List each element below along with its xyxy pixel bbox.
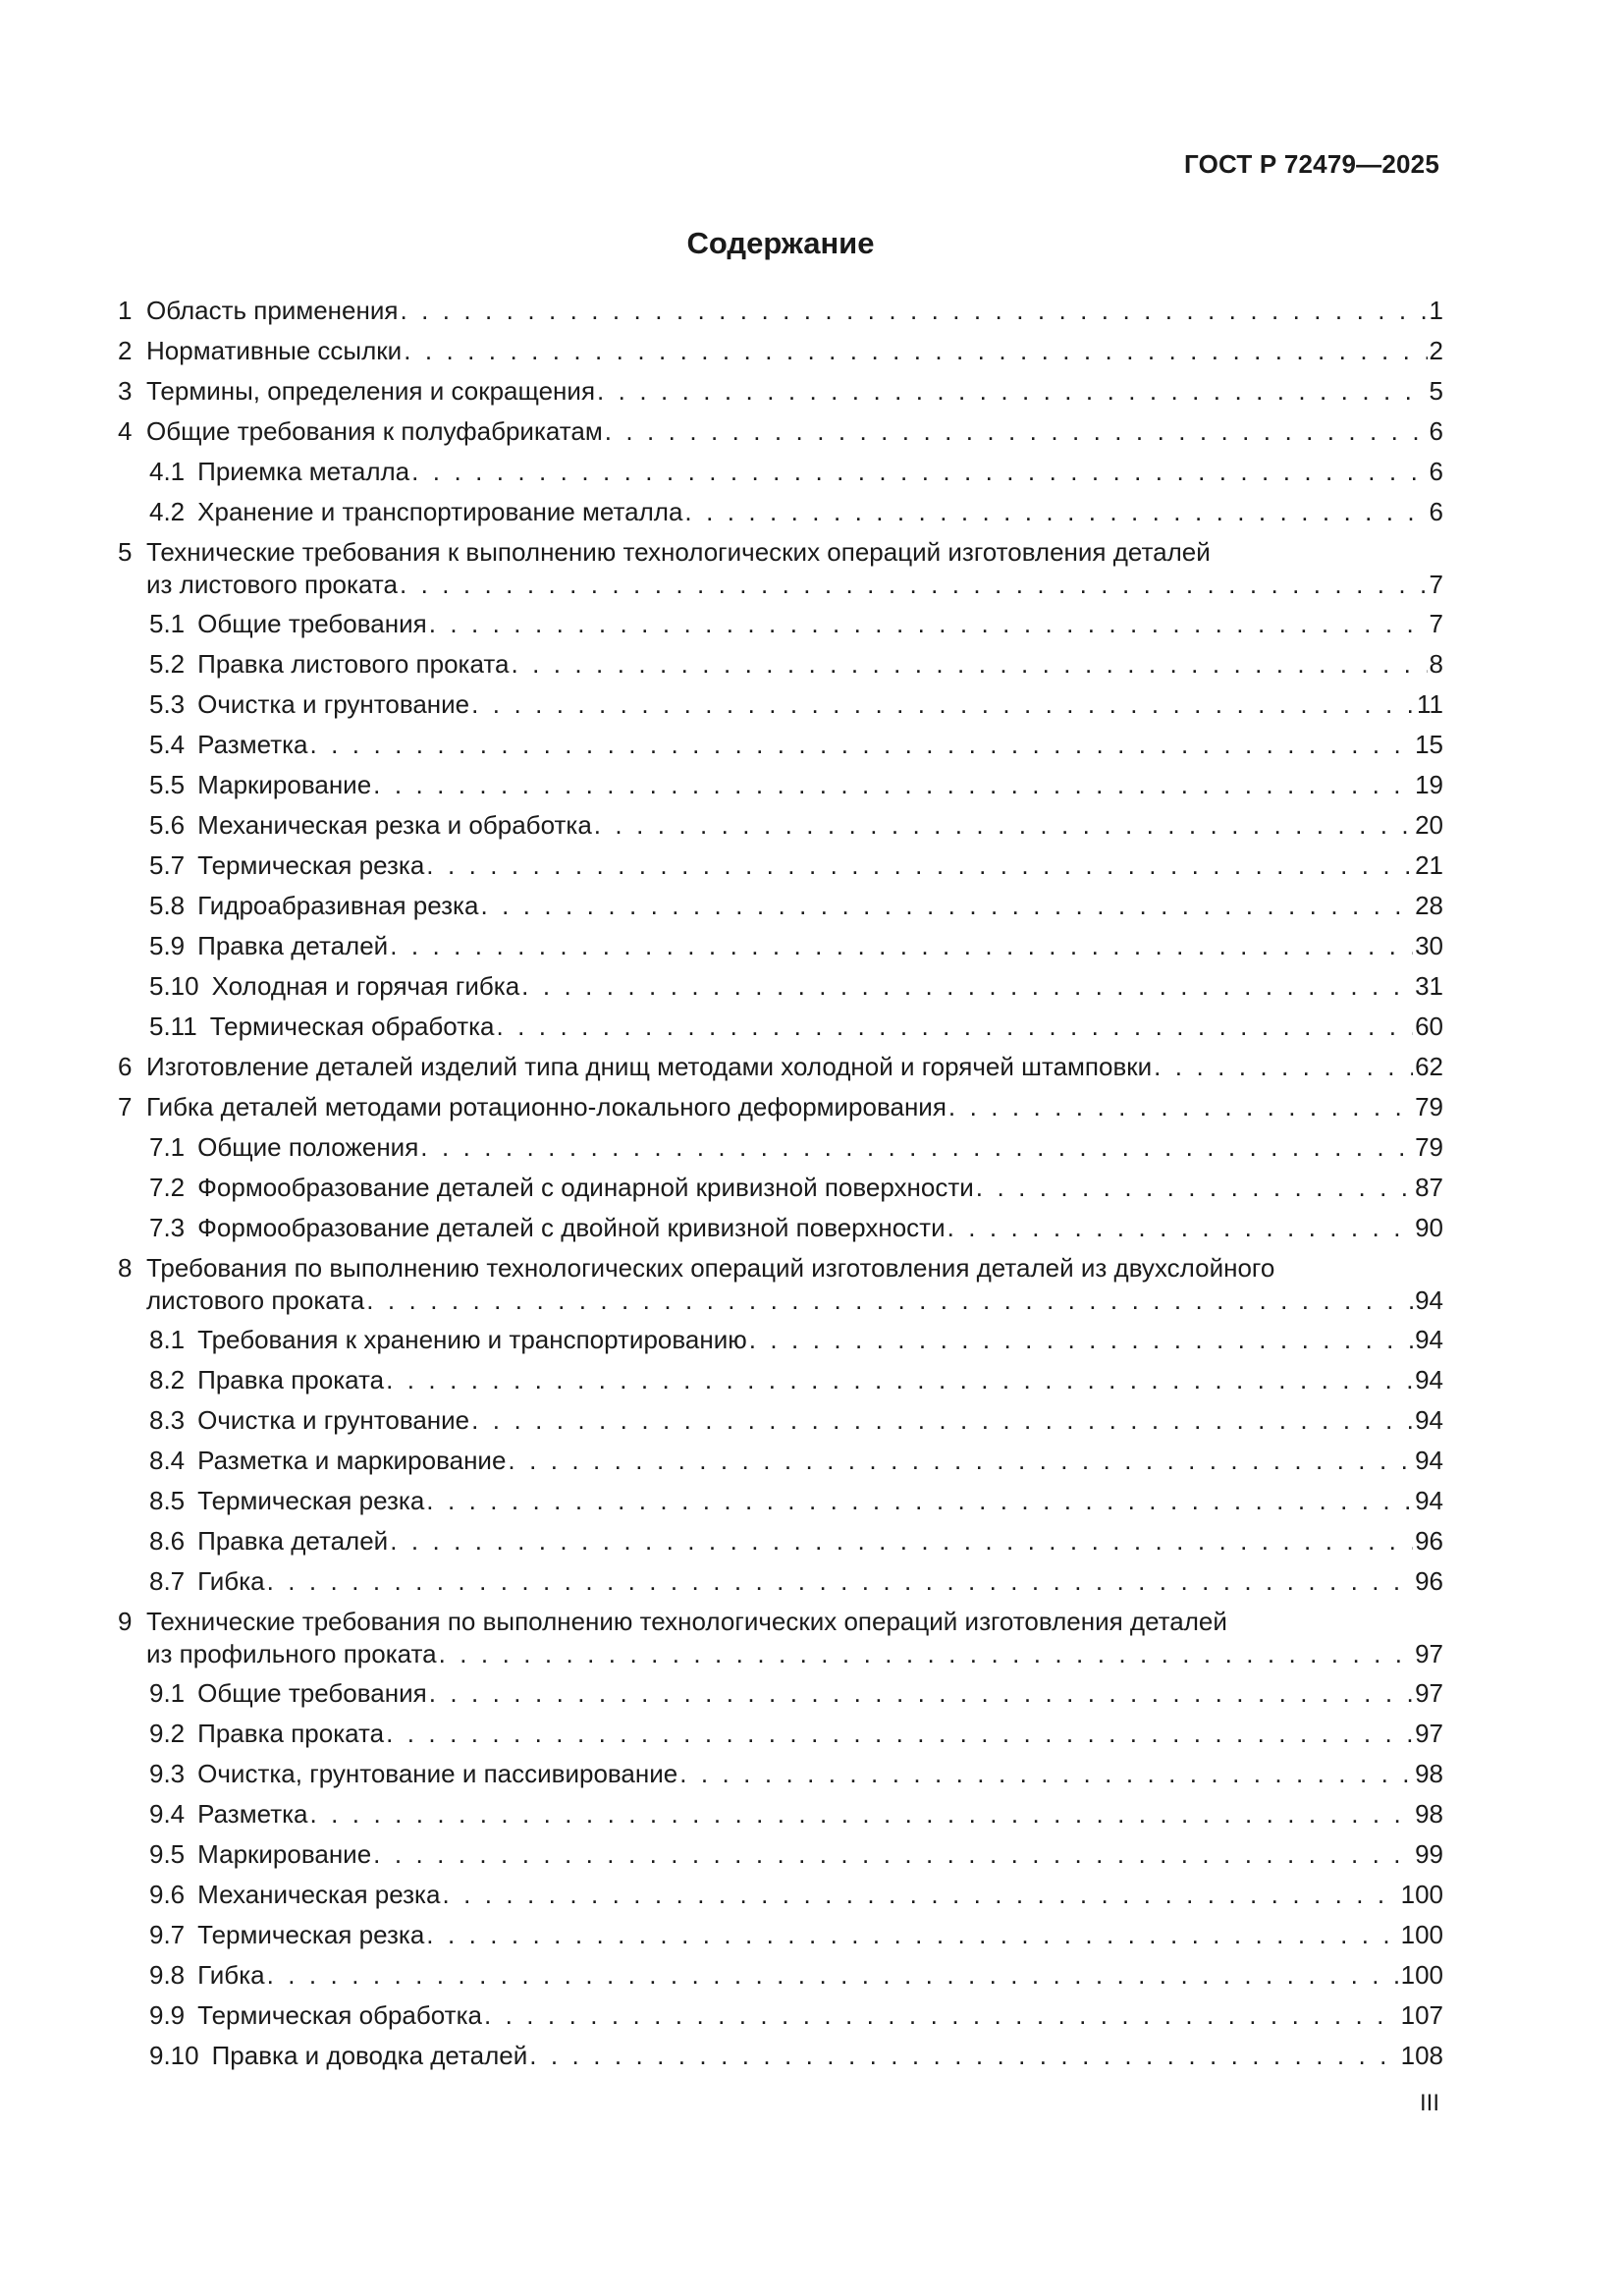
dot-leader (605, 411, 1428, 452)
dot-leader (1154, 1047, 1413, 1087)
toc-entry-number: 9.2 (149, 1719, 186, 1748)
toc-entry-number: 9 (118, 1607, 133, 1636)
toc-entry-title: Механическая резка (197, 1880, 441, 1909)
page-number: III (1419, 2090, 1439, 2116)
dot-leader (480, 886, 1413, 926)
dot-leader (267, 1955, 1399, 1995)
dot-leader (400, 291, 1427, 331)
toc-entry-number: 8.7 (149, 1566, 186, 1596)
toc-entry[interactable] (118, 1754, 1443, 1794)
dot-leader (429, 604, 1428, 644)
toc-entry-title-continuation: из профильного проката (146, 1639, 437, 1668)
toc-entry-title: Общие требования к полуфабрикатам (146, 416, 603, 446)
toc-entry-title: Технические требования к выполнению технологических операций изготовления деталей (146, 537, 1211, 567)
toc-entry[interactable] (118, 1561, 1443, 1602)
toc-entry[interactable] (118, 1875, 1443, 1915)
toc-entry[interactable] (118, 492, 1443, 532)
toc-entry-page: 99 (1415, 1839, 1443, 1869)
toc-entry-title: Термическая резка (197, 1486, 425, 1515)
dot-leader (597, 371, 1428, 411)
toc-entry[interactable] (118, 1995, 1443, 2036)
toc-entry-page: 11 (1417, 689, 1443, 719)
toc-entry-number: 5.2 (149, 649, 186, 679)
toc-entry-page: 98 (1415, 1759, 1443, 1788)
toc-entry-title: Разметка (197, 1799, 308, 1829)
toc-entry-number: 5.1 (149, 609, 186, 638)
toc-entry[interactable] (118, 1208, 1443, 1248)
toc-entry[interactable] (118, 1248, 1443, 1320)
dot-leader (310, 1794, 1414, 1834)
toc-entry-page: 98 (1415, 1799, 1443, 1829)
toc-entry[interactable] (118, 1955, 1443, 1995)
toc-entry-page: 97 (1415, 1678, 1443, 1708)
toc-entry-page: 6 (1429, 416, 1443, 446)
toc-entry-title: Гибка деталей методами ротационно-локального деформирования (146, 1092, 947, 1121)
toc-entry[interactable] (118, 291, 1443, 331)
toc-entry-number: 9.9 (149, 2000, 186, 2030)
toc-entry-title: Правка и доводка деталей (211, 2041, 528, 2070)
toc-entry-number: 7.2 (149, 1173, 186, 1202)
dot-leader (948, 1087, 1413, 1127)
toc-entry-number: 8.5 (149, 1486, 186, 1515)
toc-entry-number: 5.11 (149, 1011, 197, 1041)
toc-entry-number: 5 (118, 537, 133, 567)
dot-leader (529, 2036, 1398, 2076)
toc-entry-page: 100 (1400, 1880, 1443, 1909)
toc-entry[interactable] (118, 2036, 1443, 2076)
toc-entry-title: Разметка и маркирование (197, 1446, 507, 1475)
toc-entry-page: 97 (1415, 1719, 1443, 1748)
toc-entry-title: Требования к хранению и транспортированию (197, 1325, 747, 1354)
toc-entry[interactable] (118, 1320, 1443, 1360)
dot-leader (684, 492, 1427, 532)
dot-leader (594, 805, 1413, 846)
dot-leader (508, 1441, 1413, 1481)
dot-leader (400, 568, 1428, 601)
toc-entry-title: Очистка и грунтование (197, 1405, 470, 1435)
toc-entry-page: 6 (1429, 497, 1443, 526)
toc-entry-number: 5.5 (149, 770, 186, 799)
toc-entry-number: 8 (118, 1253, 133, 1283)
toc-title: Содержание (686, 226, 875, 260)
dot-leader (679, 1754, 1413, 1794)
dot-leader (471, 684, 1415, 725)
document-designation: ГОСТ Р 72479—2025 (1184, 149, 1439, 179)
dot-leader (749, 1320, 1413, 1360)
dot-leader (373, 765, 1413, 805)
toc-entry-title: Термическая резка (197, 1920, 425, 1949)
toc-entry-number: 9.5 (149, 1839, 186, 1869)
toc-entry-page: 28 (1415, 891, 1443, 920)
dot-leader (429, 1673, 1413, 1714)
toc-entry[interactable] (118, 1521, 1443, 1561)
toc-entry-title: Нормативные ссылки (146, 336, 403, 365)
dot-leader (442, 1875, 1398, 1915)
toc-entry-page: 19 (1415, 770, 1443, 799)
toc-entry-page: 94 (1415, 1446, 1443, 1475)
toc-entry-number: 7.1 (149, 1132, 186, 1162)
dot-leader (484, 1995, 1399, 2036)
toc-entry-number: 5.10 (149, 971, 199, 1001)
toc-entry-page: 94 (1415, 1486, 1443, 1515)
toc-entry-title: Очистка и грунтование (197, 689, 470, 719)
toc-entry[interactable] (118, 1794, 1443, 1834)
toc-entry-title: Правка проката (197, 1365, 385, 1394)
dot-leader (497, 1007, 1414, 1047)
toc-entry-page: 21 (1415, 850, 1443, 880)
toc-entry-number: 8.4 (149, 1446, 186, 1475)
toc-entry-number: 4 (118, 416, 133, 446)
toc-entry[interactable] (118, 1441, 1443, 1481)
toc-entry-page: 60 (1415, 1011, 1443, 1041)
dot-leader (521, 966, 1413, 1007)
dot-leader (426, 1481, 1413, 1521)
dot-leader (390, 926, 1413, 966)
dot-leader (267, 1561, 1413, 1602)
toc-entry[interactable] (118, 1007, 1443, 1047)
toc-entry-page: 15 (1415, 730, 1443, 759)
dot-leader (420, 1127, 1413, 1168)
toc-entry-number: 9.10 (149, 2041, 199, 2070)
toc-entry-page: 94 (1415, 1325, 1443, 1354)
dot-leader (511, 644, 1427, 684)
toc-entry[interactable] (118, 684, 1443, 725)
toc-entry-page: 5 (1429, 376, 1443, 406)
dot-leader (426, 1915, 1398, 1955)
toc-entry-title-continuation: листового проката (146, 1285, 365, 1315)
toc-entry-page: 7 (1429, 609, 1443, 638)
dot-leader (386, 1714, 1413, 1754)
toc-entry-page: 79 (1415, 1092, 1443, 1121)
dot-leader (373, 1834, 1413, 1875)
toc-entry-page: 62 (1415, 1052, 1443, 1081)
toc-entry-page: 6 (1429, 457, 1443, 486)
toc-entry-page: 108 (1400, 2041, 1443, 2070)
dot-leader (366, 1284, 1413, 1317)
toc-entry[interactable] (118, 1168, 1443, 1208)
toc-entry-title: Холодная и горячая гибка (211, 971, 520, 1001)
toc-entry-number: 6 (118, 1052, 133, 1081)
toc-entry-page: 100 (1400, 1960, 1443, 1990)
toc-entry-page: 97 (1415, 1639, 1443, 1668)
dot-leader (390, 1521, 1413, 1561)
toc-entry-title: Очистка, грунтование и пассивирование (197, 1759, 678, 1788)
toc-entry-title: Требования по выполнению технологических операций изготовления деталей из двухслойного (146, 1253, 1275, 1283)
toc-entry[interactable] (118, 1400, 1443, 1441)
toc-entry-title: Правка проката (197, 1719, 385, 1748)
toc-entry-page: 107 (1400, 2000, 1443, 2030)
toc-entry-title: Приемка металла (197, 457, 410, 486)
toc-entry-number: 5.7 (149, 850, 186, 880)
toc-entry-title: Формообразование деталей с двойной кривизной поверхности (197, 1213, 946, 1242)
toc-entry[interactable] (118, 1127, 1443, 1168)
toc-entry[interactable] (118, 765, 1443, 805)
toc-entry-page: 96 (1415, 1566, 1443, 1596)
toc-entry-number: 9.8 (149, 1960, 186, 1990)
toc-entry-number: 9.4 (149, 1799, 186, 1829)
toc-entry[interactable] (118, 1481, 1443, 1521)
toc-entry-number: 5.9 (149, 931, 186, 960)
toc-entry-page: 7 (1429, 570, 1443, 599)
toc-entry[interactable] (118, 805, 1443, 846)
toc-entry-number: 1 (118, 296, 133, 325)
toc-entry-number: 8.3 (149, 1405, 186, 1435)
toc-entry[interactable] (118, 1360, 1443, 1400)
toc-entry[interactable] (118, 1714, 1443, 1754)
toc-entry-title: Правка деталей (197, 931, 389, 960)
toc-entry-page: 1 (1429, 296, 1443, 325)
toc-entry-title: Область применения (146, 296, 399, 325)
toc-entry-page: 2 (1429, 336, 1443, 365)
toc-entry-title: Термическая обработка (209, 1011, 495, 1041)
toc-entry-page: 30 (1415, 931, 1443, 960)
toc-entry-title-continuation: из листового проката (146, 570, 398, 599)
toc-entry-title: Изготовление деталей изделий типа днищ методами холодной и горячей штамповки (146, 1052, 1153, 1081)
toc-entry-title: Правка листового проката (197, 649, 510, 679)
toc-entry[interactable] (118, 452, 1443, 492)
toc-entry-title: Общие положения (197, 1132, 419, 1162)
toc-entry[interactable] (118, 1673, 1443, 1714)
toc-entry[interactable] (118, 1602, 1443, 1673)
toc-entry-title: Хранение и транспортирование металла (197, 497, 683, 526)
toc-entry-title: Термины, определения и сокращения (146, 376, 596, 406)
toc-entry-page: 94 (1415, 1365, 1443, 1394)
toc-entry-number: 9.6 (149, 1880, 186, 1909)
toc-entry-title: Гидроабразивная резка (197, 891, 479, 920)
toc-entry-number: 9.7 (149, 1920, 186, 1949)
toc-entry[interactable] (118, 846, 1443, 886)
toc-entry-page: 94 (1415, 1405, 1443, 1435)
toc-entry-page: 79 (1415, 1132, 1443, 1162)
toc-entry[interactable] (118, 331, 1443, 371)
toc-entry-title: Гибка (197, 1960, 265, 1990)
toc-entry-number: 4.2 (149, 497, 186, 526)
toc-entry-title: Маркирование (197, 770, 372, 799)
toc-entry-number: 8.6 (149, 1526, 186, 1556)
toc-entry[interactable] (118, 1087, 1443, 1127)
dot-leader (976, 1168, 1413, 1208)
toc-entry[interactable] (118, 1834, 1443, 1875)
toc-entry-number: 7 (118, 1092, 133, 1121)
toc-entry-title: Маркирование (197, 1839, 372, 1869)
dot-leader (386, 1360, 1413, 1400)
toc-entry-title: Формообразование деталей с одинарной кривизной поверхности (197, 1173, 974, 1202)
toc-entry-number: 5.3 (149, 689, 186, 719)
toc-entry-title: Правка деталей (197, 1526, 389, 1556)
toc-entry[interactable] (118, 532, 1443, 604)
toc-entry-number: 8.1 (149, 1325, 186, 1354)
toc-entry-number: 9.1 (149, 1678, 186, 1708)
toc-entry[interactable] (118, 411, 1443, 452)
toc-entry-title: Термическая обработка (197, 2000, 482, 2030)
toc-entry-page: 96 (1415, 1526, 1443, 1556)
toc-entry-number: 5.4 (149, 730, 186, 759)
toc-entry-page: 100 (1400, 1920, 1443, 1949)
toc-entry[interactable] (118, 644, 1443, 684)
dot-leader (947, 1208, 1413, 1248)
toc-entry[interactable] (118, 371, 1443, 411)
dot-leader (310, 725, 1414, 765)
toc-entry[interactable] (118, 886, 1443, 926)
toc-entry-title: Термическая резка (197, 850, 425, 880)
toc-entry-number: 8.2 (149, 1365, 186, 1394)
toc-entry-page: 90 (1415, 1213, 1443, 1242)
toc-entry-title: Гибка (197, 1566, 265, 1596)
toc-entry-page: 87 (1415, 1173, 1443, 1202)
dot-leader (411, 452, 1427, 492)
toc-entry-number: 5.8 (149, 891, 186, 920)
toc-entry-number: 9.3 (149, 1759, 186, 1788)
dot-leader (404, 331, 1427, 371)
toc-entry-number: 2 (118, 336, 133, 365)
dot-leader (471, 1400, 1413, 1441)
toc-entry-title: Общие требования (197, 1678, 427, 1708)
toc-entry-page: 20 (1415, 810, 1443, 840)
toc-entry-number: 3 (118, 376, 133, 406)
toc-entry-page: 94 (1415, 1285, 1443, 1315)
toc-entry[interactable] (118, 926, 1443, 966)
toc-entry[interactable] (118, 1915, 1443, 1955)
toc-entry-page: 8 (1429, 649, 1443, 679)
dot-leader (439, 1637, 1413, 1670)
toc-entry-page: 31 (1415, 971, 1443, 1001)
toc-entry-number: 4.1 (149, 457, 186, 486)
toc-entry-title: Разметка (197, 730, 308, 759)
toc-entry-number: 7.3 (149, 1213, 186, 1242)
toc-entry-title: Общие требования (197, 609, 427, 638)
table-of-contents (118, 291, 1443, 2076)
toc-entry[interactable] (118, 966, 1443, 1007)
toc-entry[interactable] (118, 1047, 1443, 1087)
toc-entry-number: 5.6 (149, 810, 186, 840)
toc-entry[interactable] (118, 725, 1443, 765)
toc-entry-title: Технические требования по выполнению технологических операций изготовления деталей (146, 1607, 1227, 1636)
toc-entry-title: Механическая резка и обработка (197, 810, 592, 840)
toc-entry[interactable] (118, 604, 1443, 644)
dot-leader (426, 846, 1413, 886)
